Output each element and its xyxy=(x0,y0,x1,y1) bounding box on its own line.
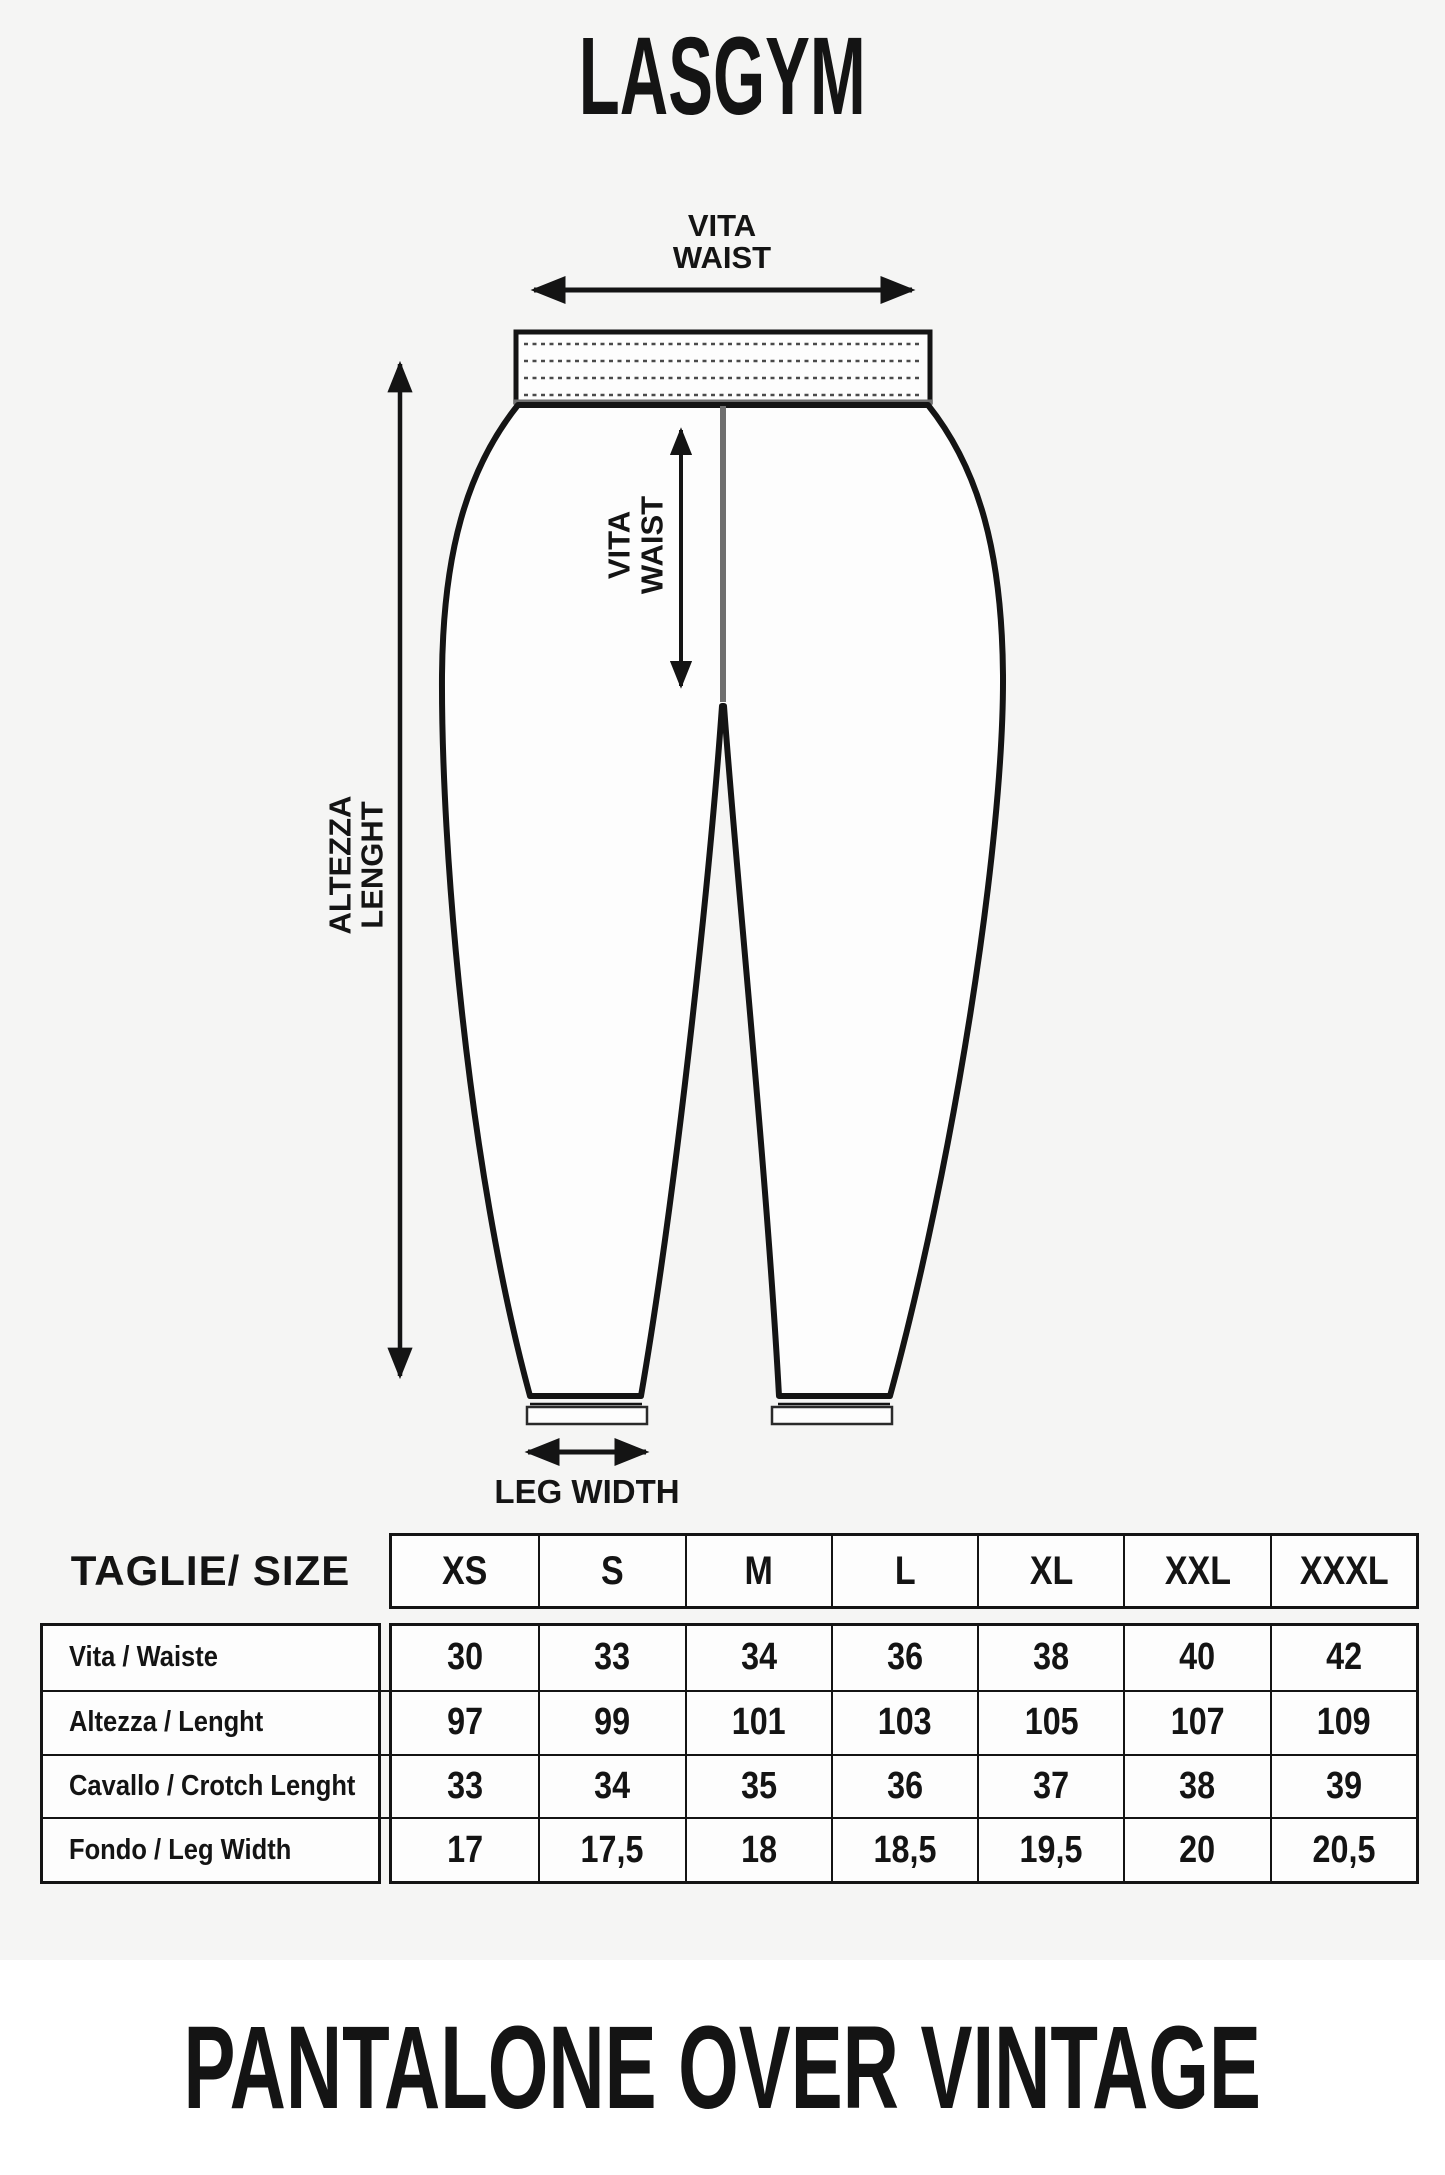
value-cell xyxy=(392,1626,538,1690)
value-cell xyxy=(977,1690,1123,1754)
value-text: 17 xyxy=(447,1828,484,1871)
value-cell xyxy=(831,1690,977,1754)
value-text: 37 xyxy=(1033,1764,1070,1807)
footer xyxy=(0,1960,1445,2175)
value-cell xyxy=(977,1754,1123,1818)
value-cell xyxy=(831,1626,977,1690)
value-text: 20,5 xyxy=(1312,1828,1376,1871)
value-text: 105 xyxy=(1024,1701,1079,1744)
size-header-cell xyxy=(1270,1536,1416,1606)
leg-width-label: LEG WIDTH xyxy=(494,1473,680,1510)
size-header-cell xyxy=(1123,1536,1269,1606)
measure-label-text: Altezza / Lenght xyxy=(69,1706,264,1739)
value-cell xyxy=(685,1817,831,1881)
size-header-text: XXXL xyxy=(1299,1548,1389,1593)
value-text: 97 xyxy=(447,1701,484,1744)
value-text: 19,5 xyxy=(1019,1828,1083,1871)
value-text: 20 xyxy=(1179,1828,1216,1871)
value-text: 39 xyxy=(1325,1764,1362,1807)
value-text: 36 xyxy=(887,1636,923,1679)
value-text: 107 xyxy=(1170,1701,1225,1744)
value-cell xyxy=(831,1754,977,1818)
size-header-text: XL xyxy=(1029,1548,1074,1593)
value-text: 33 xyxy=(594,1636,631,1679)
value-cell xyxy=(538,1754,684,1818)
length-label-it: ALTEZZA xyxy=(322,795,358,935)
measure-label-text: Fondo / Leg Width xyxy=(69,1833,292,1866)
value-text: 34 xyxy=(594,1764,631,1807)
value-cell xyxy=(1123,1754,1269,1818)
value-cell xyxy=(392,1817,538,1881)
size-header-cell xyxy=(538,1536,684,1606)
size-values-grid xyxy=(389,1623,1419,1884)
value-cell xyxy=(1123,1817,1269,1881)
value-cell xyxy=(392,1754,538,1818)
value-text: 109 xyxy=(1316,1701,1371,1744)
product-title xyxy=(0,2001,1445,2134)
value-text: 103 xyxy=(878,1701,932,1744)
size-header-cell xyxy=(831,1536,977,1606)
measure-label xyxy=(43,1817,394,1881)
value-cell xyxy=(392,1690,538,1754)
waistband xyxy=(516,332,930,402)
value-text: 38 xyxy=(1033,1636,1070,1679)
brand-title-text: LASGYM xyxy=(578,15,867,138)
waist-top-label-en: WAIST xyxy=(672,240,772,275)
table-corner-label-text: TAGLIE/ SIZE xyxy=(70,1547,351,1594)
measure-label xyxy=(43,1754,394,1818)
value-cell xyxy=(1123,1690,1269,1754)
size-header-cell xyxy=(977,1536,1123,1606)
size-header-text: S xyxy=(601,1548,624,1593)
measure-label-text: Vita / Waiste xyxy=(69,1641,218,1674)
value-cell xyxy=(685,1754,831,1818)
value-cell xyxy=(538,1690,684,1754)
value-cell xyxy=(1270,1626,1416,1690)
measure-label-text: Cavallo / Crotch Lenght xyxy=(69,1769,356,1802)
table-corner-label xyxy=(40,1533,381,1609)
value-cell xyxy=(831,1817,977,1881)
value-cell xyxy=(1270,1690,1416,1754)
value-text: 17,5 xyxy=(580,1828,644,1871)
right-cuff xyxy=(772,1404,892,1424)
value-cell xyxy=(538,1817,684,1881)
value-text: 18,5 xyxy=(873,1828,937,1871)
value-text: 40 xyxy=(1179,1636,1216,1679)
value-text: 101 xyxy=(731,1701,786,1744)
size-header-cell xyxy=(392,1536,538,1606)
size-header-cell xyxy=(685,1536,831,1606)
value-text: 30 xyxy=(447,1636,484,1679)
value-cell xyxy=(1123,1626,1269,1690)
length-label-en: LENGHT xyxy=(354,801,390,929)
value-text: 34 xyxy=(740,1636,777,1679)
product-title-text: PANTALONE OVER VINTAGE xyxy=(183,2001,1262,2134)
measure-label-column xyxy=(40,1623,381,1884)
value-cell xyxy=(977,1817,1123,1881)
value-text: 18 xyxy=(740,1828,777,1871)
measure-label xyxy=(43,1690,394,1754)
rise-label-en: WAIST xyxy=(634,495,670,595)
size-header-text: M xyxy=(744,1548,773,1593)
rise-label-it: VITA xyxy=(601,510,637,580)
value-text: 33 xyxy=(447,1764,484,1807)
waist-top-label-it: VITA xyxy=(687,208,757,243)
value-text: 99 xyxy=(594,1701,631,1744)
size-header-text: XXL xyxy=(1164,1548,1231,1593)
value-cell xyxy=(538,1626,684,1690)
size-header-text: L xyxy=(894,1548,916,1593)
value-text: 35 xyxy=(740,1764,777,1807)
value-cell xyxy=(1270,1817,1416,1881)
value-cell xyxy=(977,1626,1123,1690)
value-text: 38 xyxy=(1179,1764,1216,1807)
value-text: 36 xyxy=(887,1764,923,1807)
size-header-text: XS xyxy=(442,1548,488,1593)
measure-label xyxy=(43,1626,394,1690)
value-text: 42 xyxy=(1325,1636,1362,1679)
value-cell xyxy=(685,1626,831,1690)
left-cuff xyxy=(527,1404,647,1424)
value-cell xyxy=(685,1690,831,1754)
value-cell xyxy=(1270,1754,1416,1818)
size-header-row xyxy=(389,1533,1419,1609)
